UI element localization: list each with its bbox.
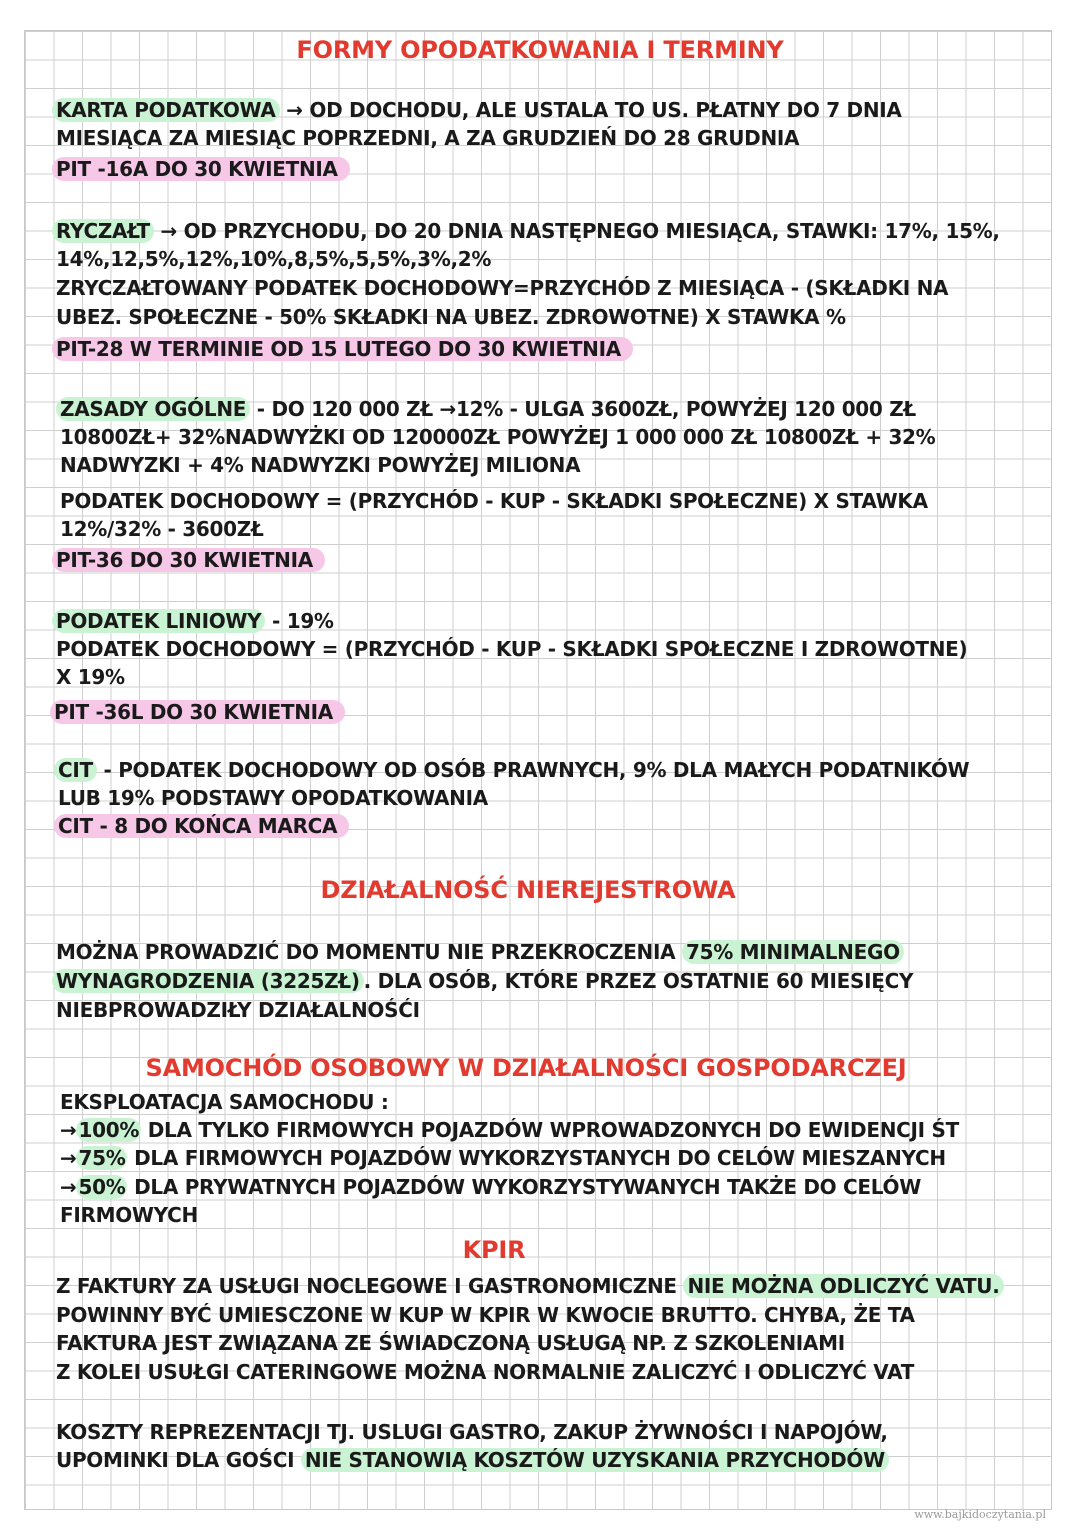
cit-line-1: CIT - PODATEK DOCHODOWY OD OSÓB PRAWNYCH, 9% DLA MAŁYCH PODATNIKÓW xyxy=(58,756,969,784)
ryczalt-line-3: ZRYCZAŁTOWANY PODATEK DOCHODOWY=PRZYCHÓD Z MIESIĄCA - (SKŁADKI NA xyxy=(56,276,949,300)
zasady-term: ZASADY OGÓLNE xyxy=(56,397,250,421)
samochod-line-5: FIRMOWYCH xyxy=(60,1203,198,1227)
zasady-line-2: 10800ZŁ+ 32%NADWYŻKI OD 120000ZŁ POWYŻEJ 1 000 000 ZŁ 10800ZŁ + 32% xyxy=(60,425,936,449)
karta-line-2: MIESIĄCA ZA MIESIĄC POPRZEDNI, A ZA GRUDZIEŃ DO 28 GRUDNIA xyxy=(56,126,800,150)
kpir-line-3: FAKTURA JEST ZWIĄZANA ZE ŚWIADCZONĄ USŁUGĄ NP. Z SZKOLENIAMI xyxy=(56,1331,845,1355)
section-title-kpir: KPIR xyxy=(462,1236,526,1264)
section-title-nierejestrowa: DZIAŁALNOŚĆ NIEREJESTROWA xyxy=(320,876,736,904)
liniowy-line-2: PODATEK DOCHODOWY = (PRZYCHÓD - KUP - SKŁADKI SPOŁECZNE I ZDROWOTNE) xyxy=(56,637,968,661)
zasady-line-3: NADWYZKI + 4% NADWYZKI POWYŻEJ MILIONA xyxy=(60,453,581,477)
cit-line-2: LUB 19% PODSTAWY OPODATKOWANIA xyxy=(58,786,488,810)
samochod-rate-100: → 100% DLA TYLKO FIRMOWYCH POJAZDÓW WPROWADZONYCH DO EWIDENCJI ŚT xyxy=(60,1118,959,1142)
ryczalt-line-1: RYCZAŁT → OD PRZYCHODU, DO 20 DNIA NASTĘPNEGO MIESIĄCA, STAWKI: 17%, 15%, xyxy=(56,217,1000,245)
karta-term: KARTA PODATKOWA xyxy=(52,98,280,122)
zasady-line-5: 12%/32% - 3600ZŁ xyxy=(60,517,264,541)
nierej-line-1: MOŻNA PROWADZIĆ DO MOMENTU NIE PRZEKROCZENIA 75% MINIMALNEGO xyxy=(56,938,904,966)
watermark: www.bajkidoczytania.pl xyxy=(914,1508,1046,1521)
liniowy-term: PODATEK LINIOWY xyxy=(52,609,265,633)
page-title: FORMY OPODATKOWANIA I TERMINY xyxy=(296,36,784,64)
zasady-line-1: ZASADY OGÓLNE - DO 120 000 ZŁ →12% - ULGA 3600ZŁ, POWYŻEJ 120 000 ZŁ xyxy=(60,395,916,423)
karta-line-1: KARTA PODATKOWA → OD DOCHODU, ALE USTALA TO US. PŁATNY DO 7 DNIA xyxy=(56,96,902,124)
liniowy-line-1: PODATEK LINIOWY - 19% xyxy=(56,607,334,635)
liniowy-line-3: X 19% xyxy=(56,665,125,689)
samochod-line-1: EKSPLOATACJA SAMOCHODU : xyxy=(60,1090,389,1114)
kpir-line-5: KOSZTY REPREZENTACJI TJ. USLUGI GASTRO, ZAKUP ŻYWNOŚCI I NAPOJÓW, xyxy=(56,1420,888,1444)
nierej-line-3: NIEBPROWADZIŁY DZIAŁALNOŚĆI xyxy=(56,998,420,1022)
samochod-rate-50: → 50% DLA PRYWATNYCH POJAZDÓW WYKORZYSTYWANYCH TAKŻE DO CELÓW xyxy=(60,1175,921,1199)
nierej-line-2: WYNAGRODZENIA (3225ZŁ) . DLA OSÓB, KTÓRE PRZEZ OSTATNIE 60 MIESIĘCY xyxy=(56,967,913,995)
kpir-line-4: Z KOLEI USUŁGI CATERINGOWE MOŻNA NORMALNIE ZALICZYĆ I ODLICZYĆ VAT xyxy=(56,1360,915,1384)
karta-pit: PIT -16A DO 30 KWIETNIA xyxy=(56,155,350,183)
kpir-line-2: POWINNY BYĆ UMIESCZONE W KUP W KPIR W KWOCIE BRUTTO. CHYBA, ŻE TA xyxy=(56,1303,915,1327)
zasady-pit: PIT-36 DO 30 KWIETNIA xyxy=(56,546,325,574)
section-title-samochod: SAMOCHÓD OSOBOWY W DZIAŁALNOŚCI GOSPODARCZEJ xyxy=(145,1054,907,1082)
cit-term: CIT xyxy=(54,758,97,782)
cit-pit: CIT - 8 DO KOŃCA MARCA xyxy=(58,812,349,840)
ryczalt-pit: PIT-28 W TERMINIE OD 15 LUTEGO DO 30 KWIETNIA xyxy=(56,335,633,363)
zasady-line-4: PODATEK DOCHODOWY = (PRZYCHÓD - KUP - SKŁADKI SPOŁECZNE) X STAWKA xyxy=(60,489,928,513)
liniowy-pit: PIT -36L DO 30 KWIETNIA xyxy=(54,698,345,726)
ryczalt-line-2: 14%,12,5%,12%,10%,8,5%,5,5%,3%,2% xyxy=(56,247,492,271)
kpir-line-1: Z FAKTURY ZA USŁUGI NOCLEGOWE I GASTRONOMICZNE NIE MOŻNA ODLICZYĆ VATU. xyxy=(56,1272,1004,1300)
ryczalt-term: RYCZAŁT xyxy=(52,219,154,243)
kpir-line-6: UPOMINKI DLA GOŚCI NIE STANOWIĄ KOSZTÓW UZYSKANIA PRZYCHODÓW xyxy=(56,1446,889,1474)
samochod-rate-75: → 75% DLA FIRMOWYCH POJAZDÓW WYKORZYSTANYCH DO CELÓW MIESZANYCH xyxy=(60,1146,946,1170)
ryczalt-line-4: UBEZ. SPOŁECZNE - 50% SKŁADKI NA UBEZ. ZDROWOTNE) X STAWKA % xyxy=(56,305,846,329)
